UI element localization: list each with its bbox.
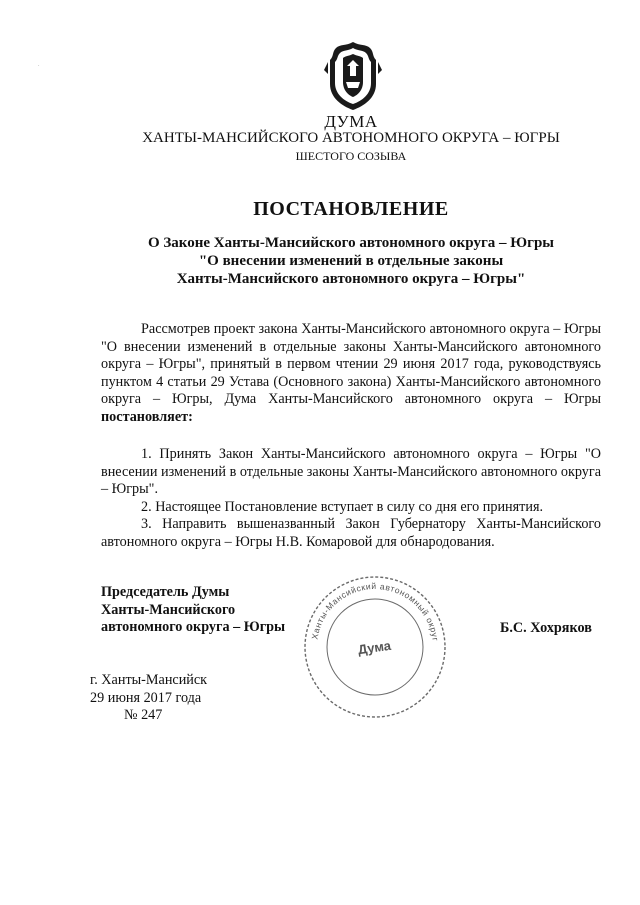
official-stamp [300, 572, 450, 722]
document-page: . ДУМА ХАНТЫ-МАНСИЙСКОГО АВТОНОМНОГО ОКРУГА – ЮГРЫ ШЕСТОГО СОЗЫВА ПОСТАНОВЛЕНИЕ О Законе Ханты-Мансийского автономного округа – Югры "О внесении изменений в отдельные законы Ханты-Мансийского автономного округа – Югры" Рассмотрев проект закона Ханты-Мансийского автономного округа – Югры "О внесении изменений в отдельные законы Ханты-Мансийского автономного округа – Югры", принятый в первом чтении 29 июня 2017 года, руководствуясь пунктом 4 статьи 29 Устава (Основного закона) Ханты-Мансийского автономного округа – Югры, Дума Ханты-Мансийского автономного округа – Югры постановляет: 1. Принять Закон Ханты-Мансийского автономного округа – Югры "О внесении изменений в отдельные законы Ханты-Мансийского автономного округа – Югры". 2. Настоящее Постановление вступает в силу со дня его принятия. 3. Направить вышеназванный Закон Губернатору Ханты-Мансийского автономного округа – Югры Н.В. Комаровой для обнародования. Ханты-Мансийский автономный округ Дума Председатель Думы Ханты-Мансийского автономного округа – Югры Б.С. Хохряков г. Ханты-Мансийск 29 июня 2017 года № 247 [0, 0, 640, 905]
document-number: № 247 [124, 707, 163, 724]
preamble-paragraph [101, 321, 601, 427]
document-type-heading: ПОСТАНОВЛЕНИЕ [253, 198, 449, 220]
issuer-region: ХАНТЫ-МАНСИЙСКОГО АВТОНОМНОГО ОКРУГА – ЮГРЫ [142, 130, 560, 146]
resolves-word: постановляет: [101, 408, 193, 425]
resolution-items [101, 446, 601, 552]
resolution-item-2: 2. Настоящее Постановление вступает в силу со дня его принятия. [141, 498, 544, 515]
stamp-ring-text: Ханты-Мансийский автономный округ [309, 580, 441, 642]
signatory-title: Председатель Думы Ханты-Мансийского автономного округа – Югры [101, 584, 286, 636]
issue-date: 29 июня 2017 года [90, 689, 202, 706]
subject-line-3: Ханты-Мансийского автономного округа – Югры" [176, 271, 526, 287]
signatory-name: Б.С. Хохряков [500, 620, 592, 636]
issue-place: г. Ханты-Мансийск [90, 672, 208, 688]
resolution-item-3: 3. Направить вышеназванный Закон Губернатору Ханты-Мансийского автономного округа – Югры Н.В. Комаровой для обнародования. [101, 516, 601, 550]
place-date-number [90, 672, 207, 725]
issuer-title: ДУМА [324, 112, 378, 131]
subject-line-1: О Законе Ханты-Мансийского автономного округа – Югры [147, 235, 555, 251]
coat-of-arms-icon [322, 40, 384, 112]
subject-line-2: "О внесении изменений в отдельные законы [198, 253, 504, 269]
stamp-center-text: Дума [356, 637, 392, 658]
preamble-text: Рассмотрев проект закона Ханты-Мансийского автономного округа – Югры "О внесении изменений в отдельные законы Ханты-Мансийского автономного округа – Югры", принятый в первом чтении 29 июня 2017 года, руководствуясь пунктом 4 статьи 29 Устава (Основного закона) Ханты-Мансийского автономного округа – Югры, Дума Ханты-Мансийского автономного округа – Югры [101, 321, 601, 408]
resolution-item-1: 1. Принять Закон Ханты-Мансийского автономного округа – Югры "О внесении изменений в отдельные законы Ханты-Мансийского автономного округа – Югры". [101, 446, 601, 498]
issuer-convocation: ШЕСТОГО СОЗЫВА [295, 149, 407, 163]
